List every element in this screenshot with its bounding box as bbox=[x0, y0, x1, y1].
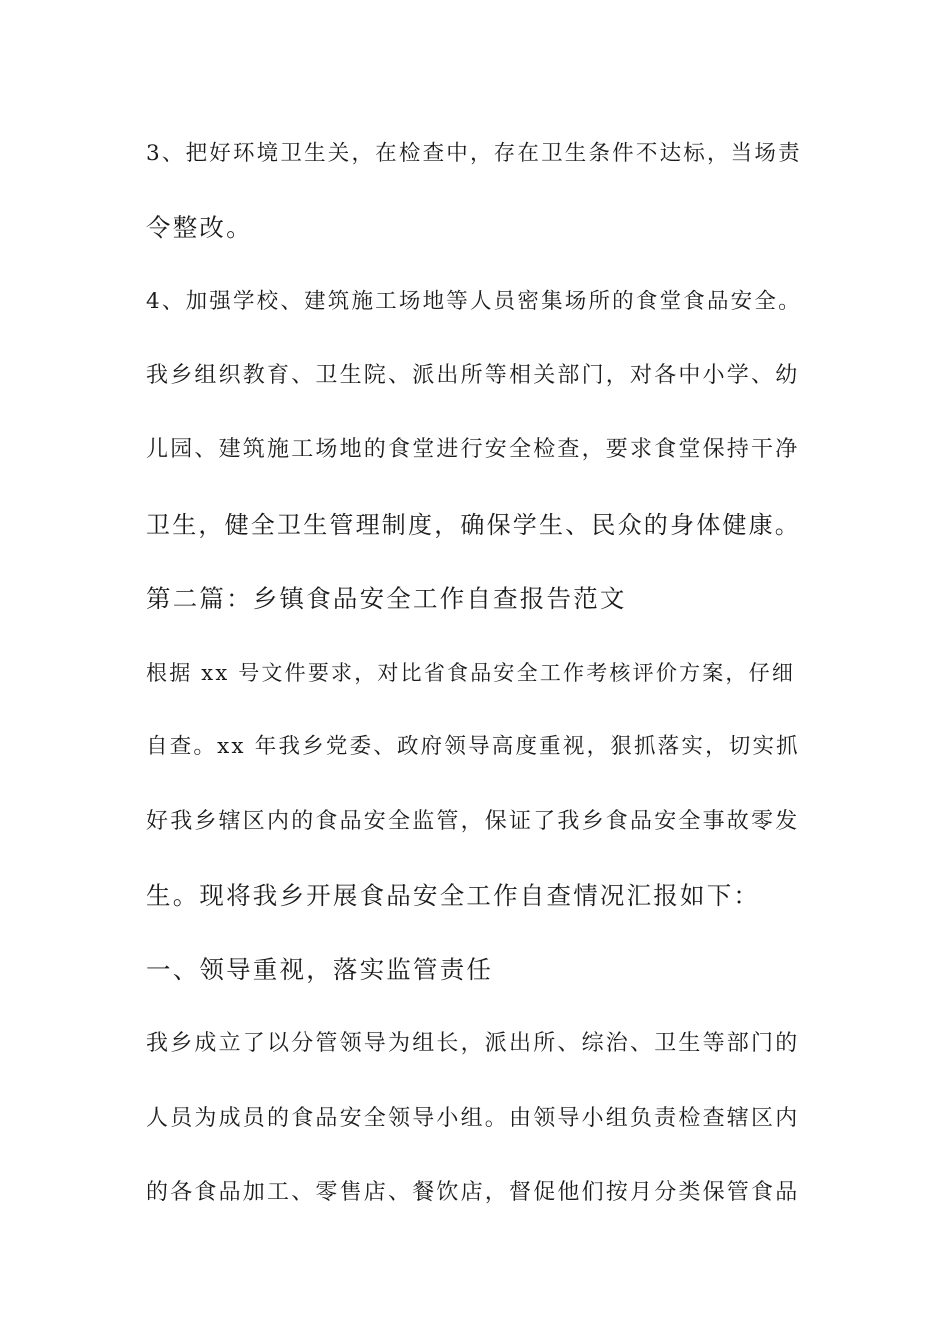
paragraph-line: 人员为成员的食品安全领导小组。由领导小组负责检查辖区内 bbox=[146, 1106, 800, 1131]
paragraph-line: 令整改。 bbox=[146, 213, 253, 242]
paragraph-line: 卫生，健全卫生管理制度，确保学生、民众的身体健康。 bbox=[146, 511, 801, 539]
paragraph-line: 根据 xx 号文件要求，对比省食品安全工作考核评价方案，仔细 bbox=[146, 661, 796, 685]
paragraph-line: 好我乡辖区内的食品安全监管，保证了我乡食品安全事故零发 bbox=[146, 809, 800, 834]
paragraph-line: 的各食品加工、零售店、餐饮店，督促他们按月分类保管食品 bbox=[146, 1180, 800, 1205]
paragraph-line: 自查。xx 年我乡党委、政府领导高度重视，狠抓落实，切实抓 bbox=[146, 734, 800, 759]
paragraph-line: 我乡组织教育、卫生院、派出所等相关部门，对各中小学、幼 bbox=[146, 363, 800, 388]
paragraph-line: 儿园、建筑施工场地的食堂进行安全检查，要求食堂保持干净 bbox=[146, 437, 800, 462]
paragraph-line: 4、加强学校、建筑施工场地等人员密集场所的食堂食品安全。 bbox=[146, 289, 802, 314]
subsection-heading: 一、领导重视，落实监管责任 bbox=[146, 955, 494, 984]
paragraph-line: 我乡成立了以分管领导为组长，派出所、综治、卫生等部门的 bbox=[146, 1031, 800, 1056]
paragraph-line: 3、把好环境卫生关，在检查中，存在卫生条件不达标，当场责 bbox=[146, 141, 802, 166]
paragraph-line: 生。现将我乡开展食品安全工作自查情况汇报如下： bbox=[146, 881, 761, 910]
section-heading: 第二篇：乡镇食品安全工作自查报告范文 bbox=[146, 584, 627, 613]
